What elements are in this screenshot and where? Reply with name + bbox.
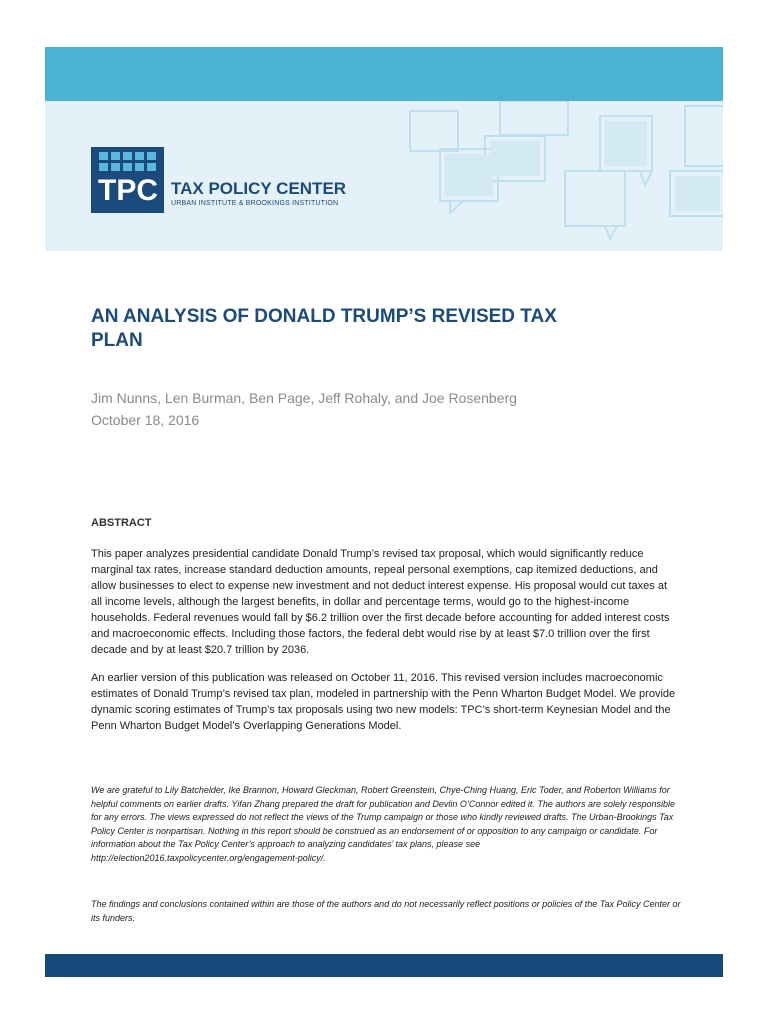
tpc-logo bbox=[91, 147, 361, 213]
byline bbox=[91, 387, 517, 431]
logo-grid-icon bbox=[99, 152, 157, 174]
logo-abbrev: TPC bbox=[98, 174, 158, 207]
abstract-heading: ABSTRACT bbox=[91, 517, 152, 529]
bottom-color-band bbox=[45, 954, 723, 977]
authors: Jim Nunns, Len Burman, Ben Page, Jeff Rohaly, and Joe Rosenberg bbox=[91, 390, 517, 406]
document-page bbox=[45, 47, 723, 977]
abstract-paragraph-2: An earlier version of this publication was released on October 11, 2016. This revised version includes macroeconomic estimates of Donald Trump’s revised tax plan, modeled in partnership with the Penn Wharton Budget Model. We provide dynamic scoring estimates of Trump’s tax proposals using two new models: TPC’s short-term Keynesian Model and the Penn Wharton Budget Model’s Overlapping Generations Model. bbox=[91, 672, 676, 732]
top-color-band bbox=[45, 47, 723, 101]
org-subtitle: URBAN INSTITUTE & BROOKINGS INSTITUTION bbox=[171, 200, 339, 207]
abstract-paragraph-1: This paper analyzes presidential candidate Donald Trump’s revised tax proposal, which would significantly reduce marginal tax rates, increase standard deduction amounts, repeal personal exemptions, cap itemized deductions, and allow businesses to elect to expense new investment and not deduct interest expense. His proposal would cut taxes at all income levels, although the largest benefits, in dollar and percentage terms, would go to the highest-income households. Federal revenues would fall by $6.2 trillion over the first decade before accounting for added interest costs and macroeconomic effects. Including those factors, the federal debt would rise by at least $7.0 trillion over the first decade and by at least $20.7 trillion by 2036. bbox=[91, 548, 670, 656]
disclaimer: The findings and conclusions contained within are those of the authors and do not necessarily reflect positions or policies of the Tax Policy Center or its funders. bbox=[91, 899, 681, 923]
logo-mark bbox=[91, 147, 164, 213]
publication-date: October 18, 2016 bbox=[91, 412, 200, 428]
acknowledgments: We are grateful to Lily Batchelder, Ike Brannon, Howard Gleckman, Robert Greenstein, Chye-Ching Huang, Eric Toder, and Roberton Williams for helpful comments on earlier drafts. Yifan Zhang prepared the draft for publication and Devlin O’Connor edited it. The authors are solely responsible for any errors. The views expressed do not reflect the views of the Trump campaign or those who kindly reviewed drafts. The Urban-Brookings Tax Policy Center is nonpartisan. Nothing in this report should be construed as an endorsement of or opposition to any campaign or candidate. For information about the Tax Policy Center’s approach to analyzing candidates’ tax plans, please see http://election2016.taxpolicycenter.org/engagement-policy/. bbox=[91, 785, 675, 863]
org-name: TAX POLICY CENTER bbox=[171, 179, 347, 198]
document-title: AN ANALYSIS OF DONALD TRUMP’S REVISED TAX PLAN bbox=[91, 306, 557, 351]
